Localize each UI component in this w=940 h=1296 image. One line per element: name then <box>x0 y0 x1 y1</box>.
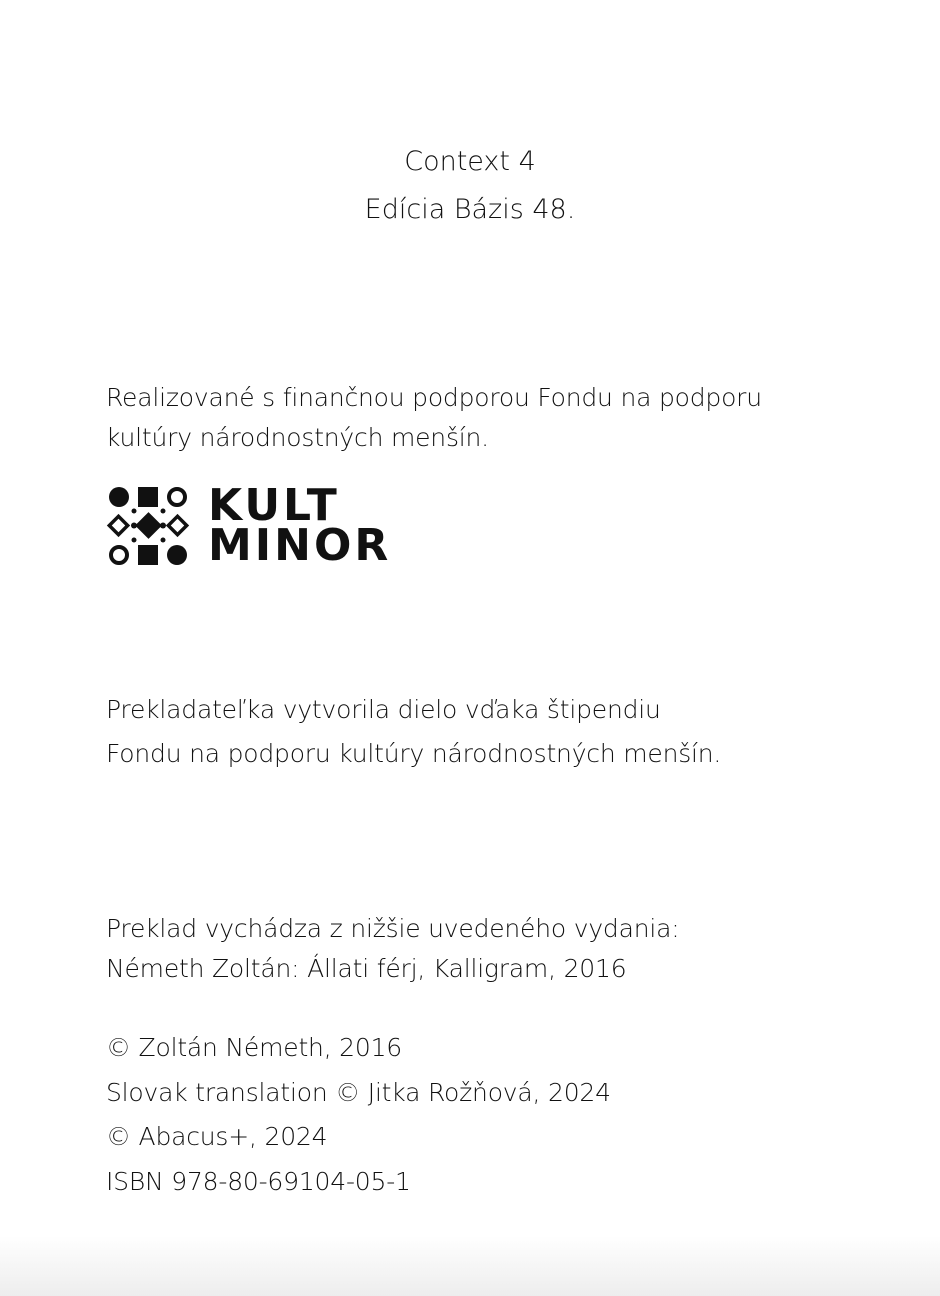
scholarship-note <box>106 688 721 776</box>
scholarship-line-1: Prekladateľka vytvorila dielo vďaka štipendiu <box>106 695 661 724</box>
source-line-1: Preklad vychádza z nižšie uvedeného vydania: <box>106 914 680 943</box>
kult-minor-pattern-icon <box>106 484 190 568</box>
scholarship-line-2: Fondu na podporu kultúry národnostných menšín. <box>106 739 722 768</box>
copyright-block <box>106 1026 611 1204</box>
funding-line-2: kultúry národnostných menšín. <box>106 423 489 452</box>
wordmark-line-2: MINOR <box>208 520 392 571</box>
funding-note <box>106 378 762 458</box>
kult-minor-logo <box>106 480 392 571</box>
edition-title: Edícia Bázis 48. <box>364 194 576 225</box>
page-bottom-shadow <box>0 1236 940 1296</box>
series-title: Context 4 <box>404 146 536 177</box>
author-copyright: © Zoltán Németh, 2016 <box>106 1033 403 1062</box>
series-header <box>0 138 940 234</box>
kult-minor-wordmark <box>208 480 392 571</box>
source-edition-note <box>106 909 679 989</box>
publisher-copyright: © Abacus+, 2024 <box>106 1122 328 1151</box>
isbn: ISBN 978-80-69104-05-1 <box>106 1166 411 1196</box>
source-line-2: Németh Zoltán: Állati férj, Kalligram, 2016 <box>106 954 627 983</box>
translation-copyright: Slovak translation © Jitka Rožňová, 2024 <box>106 1077 611 1107</box>
funding-line-1: Realizované s finančnou podporou Fondu na podporu <box>106 383 762 412</box>
wordmark-line-1: KULT <box>208 480 340 531</box>
